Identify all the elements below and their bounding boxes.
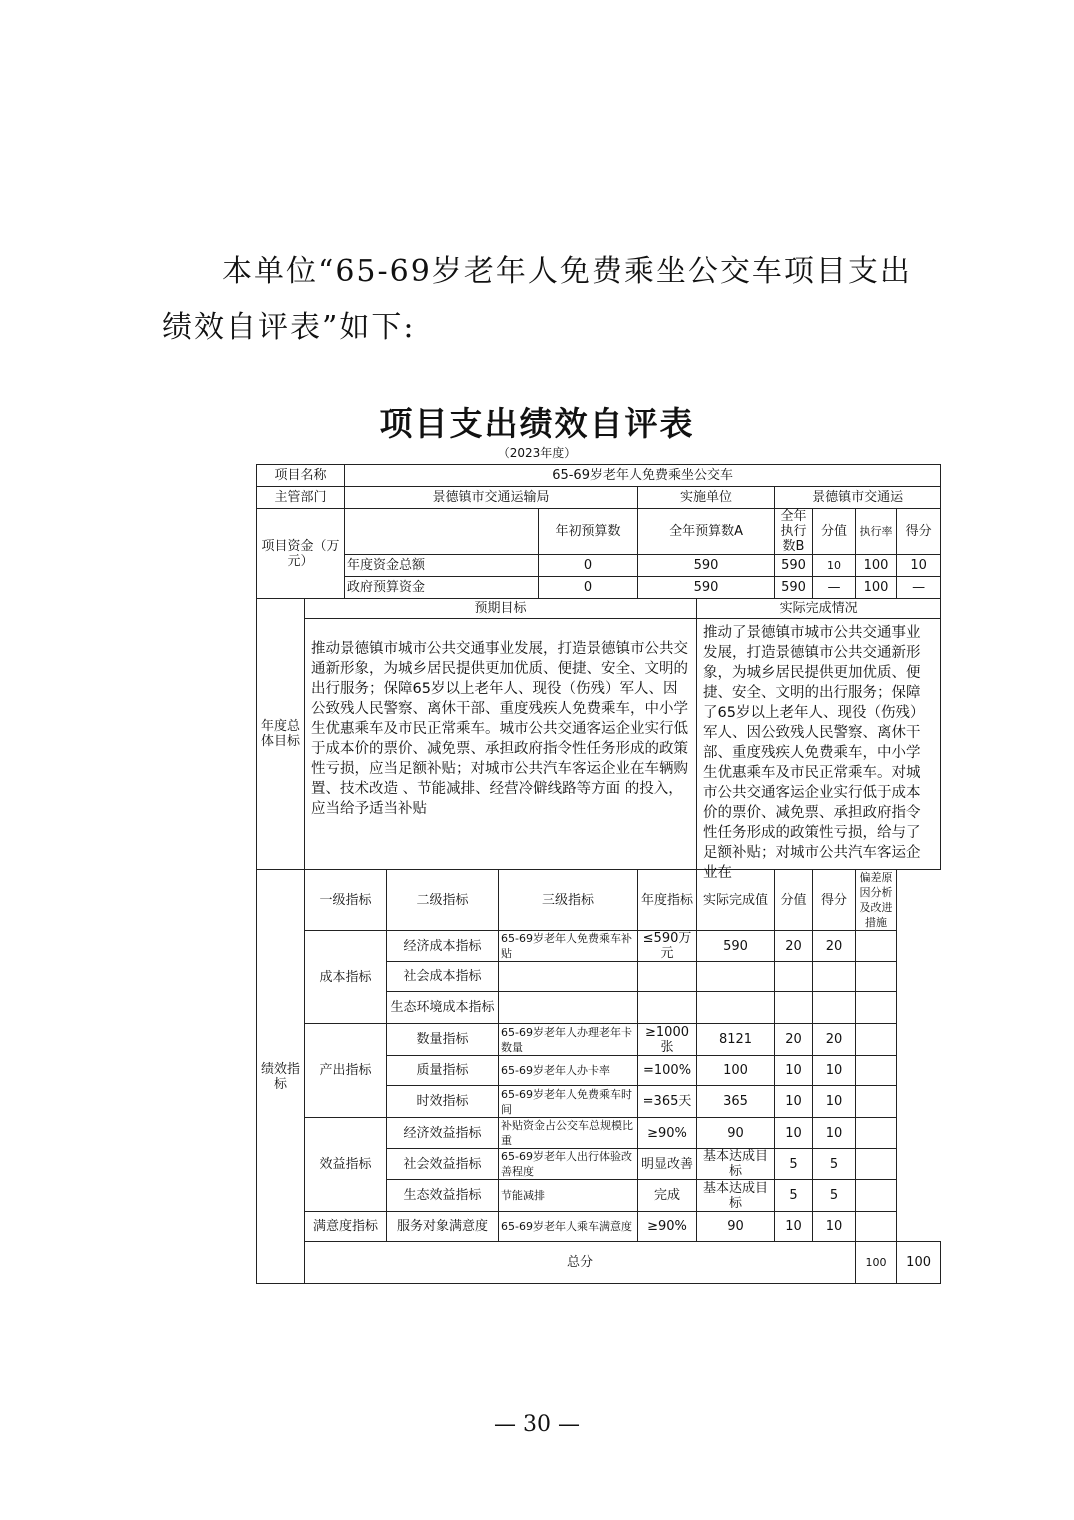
funds-cell: — <box>897 577 941 599</box>
funds-cell: 100 <box>856 577 897 599</box>
level1-cell: 成本指标 <box>305 931 387 1024</box>
funds-header: 分值 <box>813 509 856 555</box>
level2-cell: 生态环境成本指标 <box>387 992 499 1024</box>
actual-cell: 590 <box>697 931 775 962</box>
score-cell: 10 <box>775 1118 813 1149</box>
target-cell: =100% <box>638 1056 697 1086</box>
got-cell <box>813 962 856 992</box>
target-cell: 明显改善 <box>638 1149 697 1180</box>
deviation-cell <box>856 1024 897 1056</box>
target-cell: 完成 <box>638 1180 697 1212</box>
level3-cell <box>499 962 638 992</box>
funds-cell: 0 <box>539 577 638 599</box>
funds-cell: 590 <box>638 555 775 577</box>
deviation-cell <box>856 1086 897 1118</box>
got-cell: 10 <box>813 1086 856 1118</box>
perf-header: 二级指标 <box>387 870 499 931</box>
funds-header: 执行率 <box>856 509 897 555</box>
level3-cell: 65-69岁老年人办理老年卡数量 <box>499 1024 638 1056</box>
deviation-cell <box>856 1212 897 1242</box>
target-cell <box>638 992 697 1024</box>
funds-cell: 100 <box>856 555 897 577</box>
funds-cell: 590 <box>775 555 813 577</box>
actual-cell: 365 <box>697 1086 775 1118</box>
perf-header: 偏差原因分析及改进措施 <box>856 870 897 931</box>
level3-cell: 补贴资金占公交车总规模比重 <box>499 1118 638 1149</box>
score-cell: 10 <box>775 1212 813 1242</box>
perf-header: 分值 <box>775 870 813 931</box>
funds-row-label: 年度资金总额 <box>345 555 539 577</box>
funds-cell: 0 <box>539 555 638 577</box>
target-cell: ≤590万元 <box>638 931 697 962</box>
deviation-cell <box>856 931 897 962</box>
level1-cell: 产出指标 <box>305 1024 387 1118</box>
got-cell: 10 <box>813 1212 856 1242</box>
funds-cell: 590 <box>775 577 813 599</box>
level2-cell: 数量指标 <box>387 1024 499 1056</box>
impl-label: 实施单位 <box>638 487 775 509</box>
form-title: 项目支出绩效自评表 <box>379 404 695 443</box>
perf-header: 一级指标 <box>305 870 387 931</box>
actual-cell: 8121 <box>697 1024 775 1056</box>
perf-header: 年度指标 <box>638 870 697 931</box>
got-cell: 20 <box>813 931 856 962</box>
target-cell: ≥90% <box>638 1212 697 1242</box>
level2-cell: 社会效益指标 <box>387 1149 499 1180</box>
funds-header: 得分 <box>897 509 941 555</box>
got-cell: 10 <box>813 1118 856 1149</box>
score-cell: 10 <box>775 1086 813 1118</box>
score-cell: 20 <box>775 931 813 962</box>
deviation-cell <box>856 1056 897 1086</box>
target-cell: ≥1000张 <box>638 1024 697 1056</box>
level3-cell <box>499 992 638 1024</box>
funds-label: 项目资金（万元） <box>257 509 345 599</box>
score-cell <box>775 962 813 992</box>
level3-cell: 65-69岁老年人出行体验改善程度 <box>499 1149 638 1180</box>
level2-cell: 生态效益指标 <box>387 1180 499 1212</box>
level2-cell: 服务对象满意度 <box>387 1212 499 1242</box>
perf-header: 三级指标 <box>499 870 638 931</box>
total-score: 100 <box>856 1242 897 1284</box>
deviation-cell <box>856 962 897 992</box>
funds-header: 全年执行数B <box>775 509 813 555</box>
level1-cell: 满意度指标 <box>305 1212 387 1242</box>
deviation-cell <box>856 1118 897 1149</box>
got-cell: 5 <box>813 1149 856 1180</box>
page-number: — 30 — <box>494 1412 580 1437</box>
perf-label: 绩效指标 <box>257 870 305 1284</box>
expected-goal-text: 推动景德镇市城市公共交通事业发展，打造景德镇市公共交通新形象，为城乡居民提供更加优质、便捷、安全、文明的出行服务；保障65岁以上老年人、现役（伤残）军人、因公致残人民警察、离休干部、重度残疾人免费乘车，中小学生优惠乘车及市民正常乘车。城市公共交通客运企业实行低于成本价的票价、减免票、承担政府指令性任务形成的政策性亏损，应当足额补贴；对城市公共汽车客运企业在车辆购置、技术改造 、节能减排、经营冷僻线路等方面 的投入，应当给予适当补贴 <box>305 619 697 870</box>
actual-cell <box>697 992 775 1024</box>
level2-cell: 经济效益指标 <box>387 1118 499 1149</box>
actual-cell: 90 <box>697 1212 775 1242</box>
dept-value: 景德镇市交通运输局 <box>345 487 638 509</box>
actual-cell: 基本达成目标 <box>697 1149 775 1180</box>
deviation-cell <box>856 1149 897 1180</box>
got-cell: 20 <box>813 1024 856 1056</box>
expected-goal-header: 预期目标 <box>305 599 697 619</box>
level3-cell: 65-69岁老年人乘车满意度 <box>499 1212 638 1242</box>
got-cell: 10 <box>813 1056 856 1086</box>
funds-cell: — <box>813 577 856 599</box>
perf-header: 得分 <box>813 870 856 931</box>
score-cell: 5 <box>775 1180 813 1212</box>
deviation-cell <box>856 1180 897 1212</box>
level2-cell: 质量指标 <box>387 1056 499 1086</box>
level1-cell: 效益指标 <box>305 1118 387 1212</box>
actual-cell: 基本达成目标 <box>697 1180 775 1212</box>
score-cell: 20 <box>775 1024 813 1056</box>
actual-cell: 90 <box>697 1118 775 1149</box>
total-got: 100 <box>897 1242 941 1284</box>
funds-header: 年初预算数 <box>539 509 638 555</box>
self-evaluation-table <box>256 464 941 1284</box>
level2-cell: 社会成本指标 <box>387 962 499 992</box>
deviation-cell <box>856 992 897 1024</box>
funds-cell: 590 <box>638 577 775 599</box>
score-cell: 5 <box>775 1149 813 1180</box>
level2-cell: 时效指标 <box>387 1086 499 1118</box>
funds-cell: 10 <box>897 555 941 577</box>
level3-cell: 65-69岁老年人免费乘车时间 <box>499 1086 638 1118</box>
level3-cell: 65-69岁老年人免费乘车补贴 <box>499 931 638 962</box>
target-cell: =365天 <box>638 1086 697 1118</box>
intro-paragraph: 本单位“65-69岁老年人免费乘坐公交车项目支出绩效自评表”如下: <box>162 254 912 345</box>
perf-header: 实际完成值 <box>697 870 775 931</box>
actual-cell: 100 <box>697 1056 775 1086</box>
project-name: 65-69岁老年人免费乘坐公交车 <box>345 465 941 487</box>
goals-label: 年度总体目标 <box>257 599 305 870</box>
score-cell: 10 <box>775 1056 813 1086</box>
level2-cell: 经济成本指标 <box>387 931 499 962</box>
impl-value: 景德镇市交通运 <box>775 487 941 509</box>
actual-cell <box>697 962 775 992</box>
project-name-label: 项目名称 <box>257 465 345 487</box>
total-label: 总分 <box>305 1242 856 1284</box>
form-year: （2023年度） <box>497 446 577 460</box>
score-cell <box>775 992 813 1024</box>
got-cell <box>813 992 856 1024</box>
target-cell: ≥90% <box>638 1118 697 1149</box>
funds-row-label: 政府预算资金 <box>345 577 539 599</box>
dept-label: 主管部门 <box>257 487 345 509</box>
actual-result-text: 推动了景德镇市城市公共交通事业发展，打造景德镇市公共交通新形象，为城乡居民提供更加优质、便捷、安全、文明的出行服务；保障了65岁以上老年人、现役（伤残）军人、因公致残人民警察、离休干部、重度残疾人免费乘车，中小学生优惠乘车及市民正常乘车。对城市公共交通客运企业实行低于成本价的票价、减免票、承担政府指令性任务形成的政策性亏损，给与了足额补贴；对城市公共汽车客运企业在 <box>703 625 925 881</box>
level3-cell: 65-69岁老年人办卡率 <box>499 1056 638 1086</box>
funds-header: 全年预算数A <box>638 509 775 555</box>
got-cell: 5 <box>813 1180 856 1212</box>
actual-result-header: 实际完成情况 <box>697 599 941 619</box>
funds-cell: 10 <box>813 555 856 577</box>
level3-cell: 节能减排 <box>499 1180 638 1212</box>
target-cell <box>638 962 697 992</box>
